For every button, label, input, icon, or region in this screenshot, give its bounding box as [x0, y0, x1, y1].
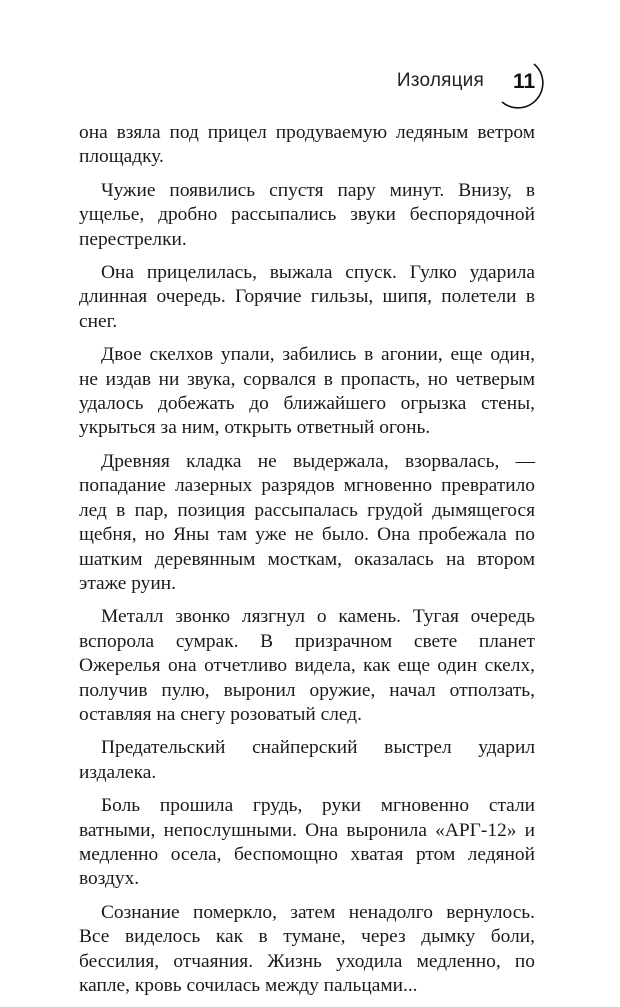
paragraph: Чужие появились спустя пару минут. Внизу, в ущелье, дробно рассыпались звуки беспорядочной перестрелки. [79, 179, 535, 250]
paragraph: Двое скелхов упали, забились в агонии, еще один, не издав ни звука, сорвался в пропасть, но четверым удалось добежать до ближайшего огрызка стены, укрыться за ним, открыть ответный огонь. [79, 344, 535, 439]
running-title: Изоляция [396, 70, 484, 91]
page-number: 11 [513, 70, 536, 93]
paragraph: Она прицелилась, выжала спуск. Гулко ударила длинная очередь. Горячие гильзы, шипя, полетели в снег. [79, 262, 535, 332]
body-text [79, 121, 535, 1007]
paragraph: Металл звонко лязгнул о камень. Тугая очередь вспорола сумрак. В призрачном свете планет Ожерелья она отчетливо видела, как еще один скелх, получив пулю, выронил оружие, начал отползать, оставляя на снегу розоватый след. [79, 606, 535, 725]
paragraph: Сознание померкло, затем ненадолго вернулось. Все виделось как в тумане, через дымку боли, бессилия, отчаяния. Жизнь уходила медленно, по капле, кровь сочилась между пальцами... [79, 901, 535, 996]
paragraph: она взяла под прицел продуваемую ледяным ветром площадку. [79, 122, 535, 168]
paragraph: Предательский снайперский выстрел ударил издалека. [79, 737, 535, 783]
paragraph: Боль прошила грудь, руки мгновенно стали ватными, непослушными. Она выронила «АРГ-12» и медленно осела, беспомощно хватая ртом ледяной воздух. [79, 795, 535, 890]
page-header [0, 66, 620, 106]
paragraph: Древняя кладка не выдержала, взорвалась, — попадание лазерных разрядов мгновенно превратило лед в пар, позиция рассыпалась грудой дымящегося щебня, но Яны там уже не было. Она пробежала по шатким деревянным мосткам, оказалась на втором этаже руин. [79, 450, 535, 594]
